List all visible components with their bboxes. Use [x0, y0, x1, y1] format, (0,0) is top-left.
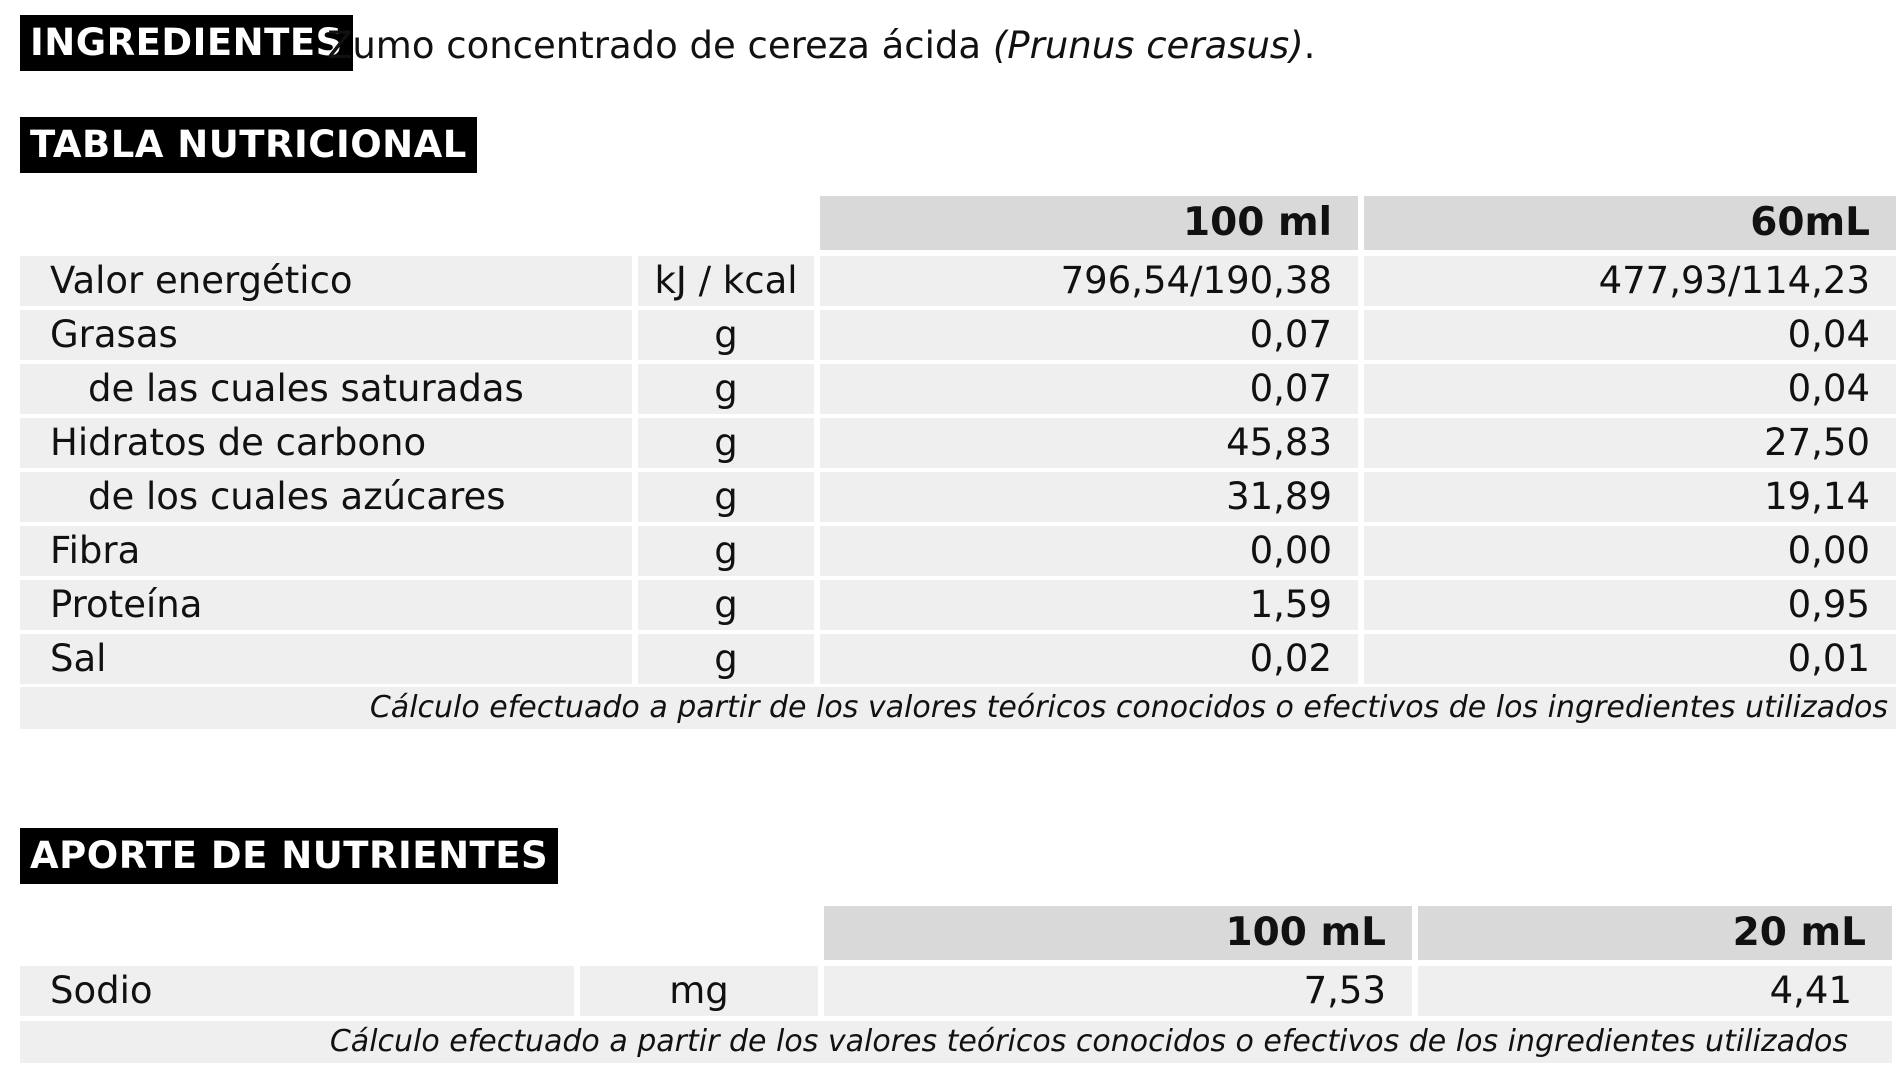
nutrition-footnote: Cálculo efectuado a partir de los valores teóricos conocidos o efectivos de los ingredientes utilizados — [20, 687, 1896, 729]
nutrient-contribution-title: APORTE DE NUTRIENTES — [20, 828, 558, 884]
nutrition-col-header-100ml: 100 ml — [820, 196, 1358, 250]
nutrition-row-value-60ml: 0,00 — [1364, 526, 1896, 576]
nutrition-row-value-100ml: 0,02 — [820, 634, 1358, 684]
nutrition-row-unit: g — [638, 364, 814, 414]
nutrition-row-label: Sal — [20, 634, 632, 684]
nutrition-row-label: de los cuales azúcares — [20, 472, 632, 522]
ingredients-text — [327, 18, 1315, 74]
nutrition-row-label: de las cuales saturadas — [20, 364, 632, 414]
nutrition-row-unit: g — [638, 580, 814, 630]
ingredients-description: Zumo concentrado de cereza ácida — [327, 24, 993, 67]
nutrition-row-value-100ml: 31,89 — [820, 472, 1358, 522]
nutrition-row-label: Fibra — [20, 526, 632, 576]
nutrition-row-value-60ml: 477,93/114,23 — [1364, 256, 1896, 306]
nutrition-row-value-60ml: 0,04 — [1364, 310, 1896, 360]
nutrition-row-label: Hidratos de carbono — [20, 418, 632, 468]
nutrition-row-label: Proteína — [20, 580, 632, 630]
nutrition-row-unit: g — [638, 472, 814, 522]
nutrition-table-title: TABLA NUTRICIONAL — [20, 117, 477, 173]
nutrition-row-label: Grasas — [20, 310, 632, 360]
ingredients-period: . — [1303, 24, 1316, 67]
nutrition-row-value-60ml: 19,14 — [1364, 472, 1896, 522]
nutrition-row-label: Valor energético — [20, 256, 632, 306]
sodium-value-20ml: 4,41 — [1418, 966, 1892, 1016]
nutrition-row-unit: g — [638, 634, 814, 684]
nutrition-row-value-100ml: 1,59 — [820, 580, 1358, 630]
sodium-unit: mg — [580, 966, 818, 1016]
nutrition-col-header-60ml: 60mL — [1364, 196, 1896, 250]
contribution-footnote: Cálculo efectuado a partir de los valores teóricos conocidos o efectivos de los ingredientes utilizados — [20, 1021, 1892, 1063]
nutrition-row-unit: g — [638, 418, 814, 468]
contribution-col-header-100ml: 100 mL — [824, 906, 1412, 960]
ingredients-label: INGREDIENTES — [20, 15, 353, 71]
ingredients-latin-name: (Prunus cerasus) — [992, 24, 1304, 67]
sodium-label: Sodio — [20, 966, 574, 1016]
nutrition-row-value-100ml: 0,07 — [820, 310, 1358, 360]
nutrition-row-value-60ml: 0,95 — [1364, 580, 1896, 630]
contribution-col-header-20ml: 20 mL — [1418, 906, 1892, 960]
nutrition-row-unit: g — [638, 526, 814, 576]
sodium-value-100ml: 7,53 — [824, 966, 1412, 1016]
nutrition-row-unit: kJ / kcal — [638, 256, 814, 306]
nutrition-row-value-100ml: 796,54/190,38 — [820, 256, 1358, 306]
nutrition-row-unit: g — [638, 310, 814, 360]
nutrition-row-value-60ml: 0,01 — [1364, 634, 1896, 684]
nutrition-row-value-100ml: 0,07 — [820, 364, 1358, 414]
nutrition-row-value-100ml: 0,00 — [820, 526, 1358, 576]
nutrition-row-value-60ml: 27,50 — [1364, 418, 1896, 468]
nutrition-row-value-100ml: 45,83 — [820, 418, 1358, 468]
nutrition-row-value-60ml: 0,04 — [1364, 364, 1896, 414]
